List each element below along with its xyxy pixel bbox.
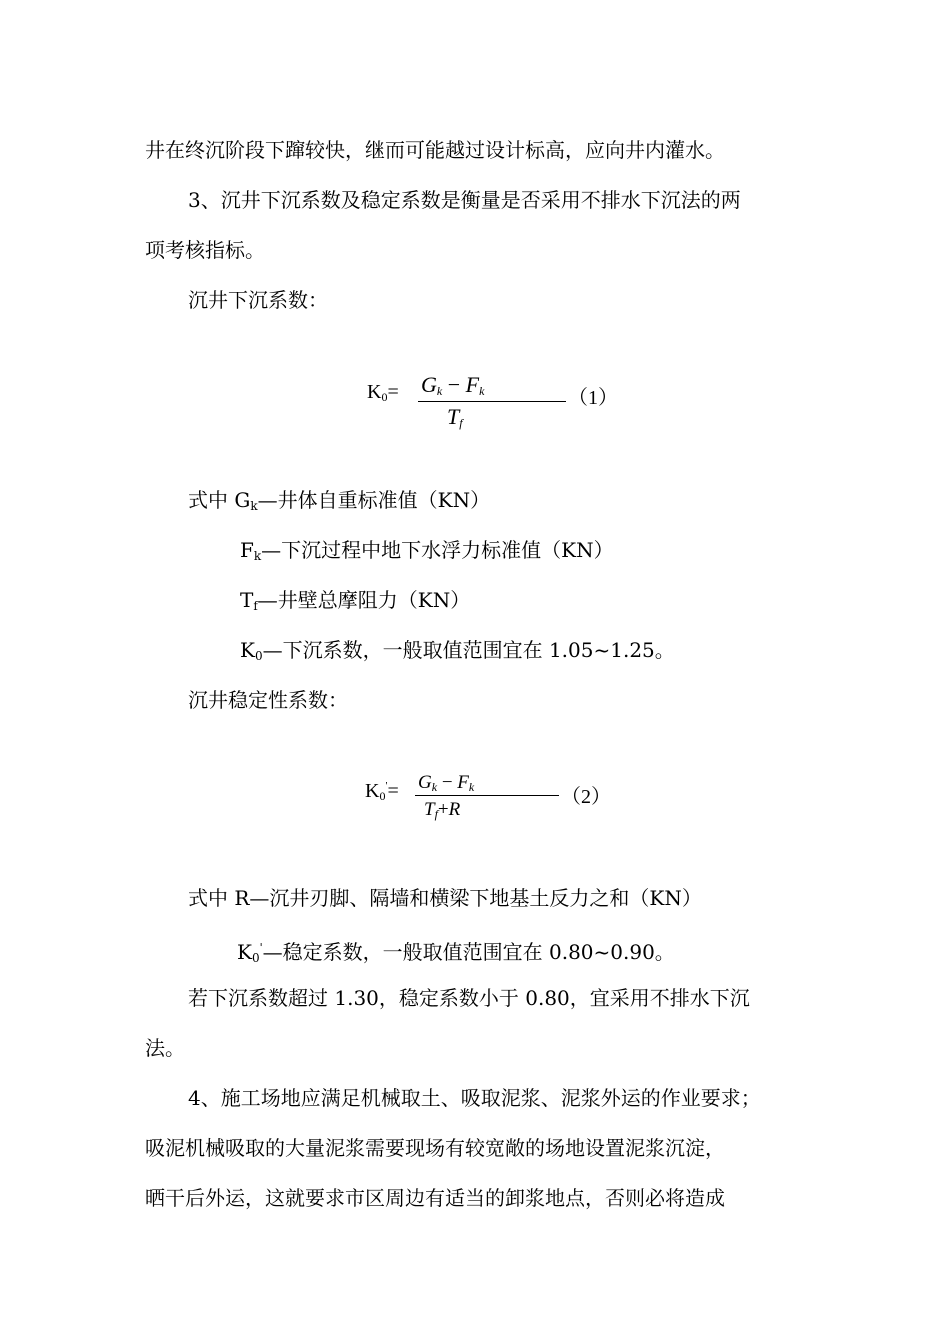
definition-k0-prime: $K_0'—$稳定系数，一般取值范围宜在 0.80~0.90。 — [237, 940, 675, 965]
formula2-denominator: $T_f+R$ — [424, 799, 461, 821]
formula2-lhs: $K_0'=$ — [365, 780, 399, 803]
formula1-lhs: $K_0=$ — [367, 381, 399, 404]
text: 4、施工场地应满足机械取土、吸取泥浆、泥浆外运的作业要求； — [188, 1086, 761, 1110]
paragraph-item-4-line3 — [145, 1184, 725, 1212]
formula2-number: （2） — [561, 786, 611, 808]
formula1-fraction-bar — [418, 401, 566, 402]
paragraph-continuation — [145, 136, 725, 164]
formula2-fraction-bar — [415, 795, 559, 796]
text: 井在终沉阶段下蹿较快，继而可能越过设计标高，应向井内灌水。 — [145, 138, 725, 162]
definition-tf: $T_f—$井壁总摩阻力（KN） — [240, 588, 471, 613]
paragraph-item-4-line1 — [188, 1084, 761, 1112]
text: 沉井下沉系数： — [188, 288, 328, 312]
definition-k0: $K_0—$下沉系数，一般取值范围宜在 1.05~1.25。 — [240, 638, 675, 663]
text: 项考核指标。 — [145, 238, 265, 262]
settling-coefficient-heading — [188, 286, 328, 314]
stability-coefficient-heading — [188, 686, 348, 714]
definition-r — [188, 884, 702, 912]
text: 法。 — [145, 1036, 185, 1060]
text: 3、沉井下沉系数及稳定系数是衡量是否采用不排水下沉法的两 — [188, 188, 741, 212]
conclusion-line2 — [145, 1034, 185, 1062]
paragraph-item-3-line2 — [145, 236, 265, 264]
conclusion-line1 — [188, 984, 750, 1012]
text: 若下沉系数超过 1.30，稳定系数小于 0.80，宜采用不排水下沉 — [188, 986, 750, 1010]
formula1-number: （1） — [568, 387, 618, 409]
formula1-denominator: $T_f$ — [447, 404, 463, 430]
paragraph-item-3-line1 — [188, 186, 741, 214]
definition-fk: $F_k—$下沉过程中地下水浮力标准值（KN） — [240, 538, 614, 563]
text: 沉井稳定性系数： — [188, 688, 348, 712]
formula1-numerator: $G_k - F_k$ — [421, 372, 485, 398]
text: 晒干后外运，这就要求市区周边有适当的卸浆地点，否则必将造成 — [145, 1186, 725, 1210]
definition-gk: 式中 $G_k—$井体自重标准值（KN） — [188, 488, 491, 513]
text: 吸泥机械吸取的大量泥浆需要现场有较宽敞的场地设置泥浆沉淀， — [145, 1136, 725, 1160]
formula2-numerator: $G_k - F_k$ — [418, 772, 475, 794]
text: 式中 R—沉井刃脚、隔墙和横梁下地基土反力之和（KN） — [188, 886, 702, 910]
paragraph-item-4-line2 — [145, 1134, 725, 1162]
